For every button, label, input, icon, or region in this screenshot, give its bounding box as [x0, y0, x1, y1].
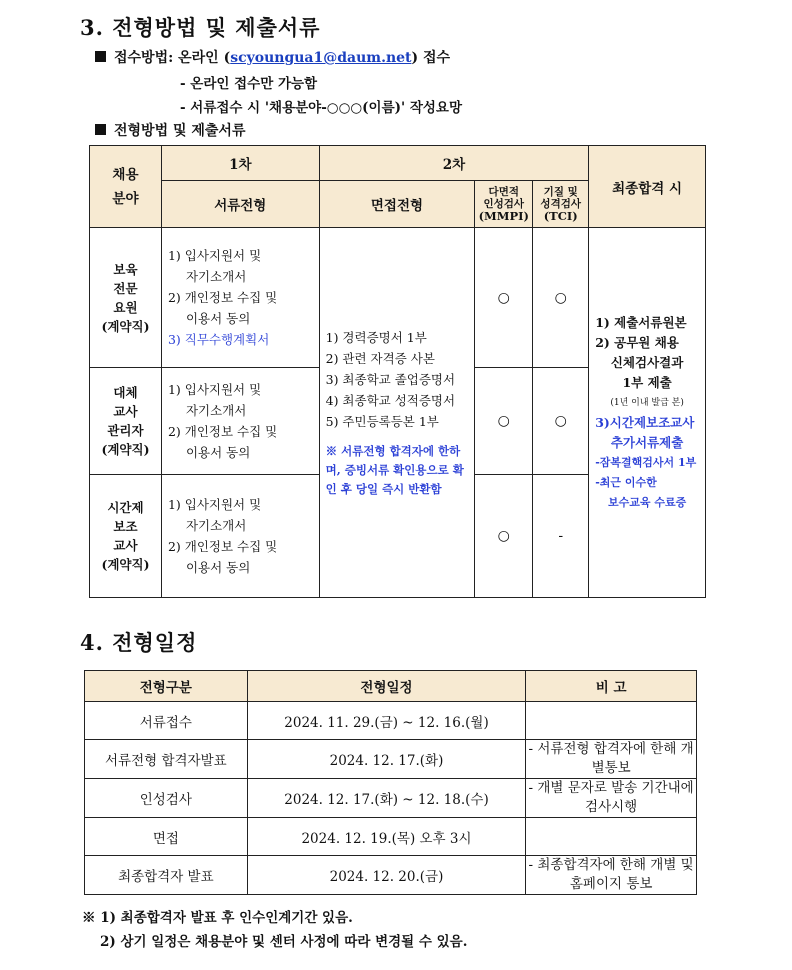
header-tci-line1: 기질 및: [543, 185, 578, 198]
doc-item: 이용서 동의: [185, 445, 251, 460]
doc-item: 2) 개인정보 수집 및: [167, 290, 278, 305]
final-item: 1) 제출서류원본: [595, 314, 687, 330]
doc-item: 자기소개서: [185, 403, 247, 418]
doc-item: 이용서 동의: [185, 560, 251, 575]
tci-mark: ○: [533, 228, 589, 368]
section3-title: 3. 전형방법 및 제출서류: [80, 15, 321, 40]
header-round2: 2차: [319, 146, 589, 181]
method-line: [95, 47, 450, 67]
square-bullet-icon: [95, 124, 106, 135]
schedule-header-stage: 전형구분: [85, 671, 248, 702]
header-mmpi-line3: (MMPI): [478, 208, 529, 223]
header-docs: 서류전형: [161, 181, 319, 228]
field-line: 전문: [113, 280, 138, 296]
doc-item: 자기소개서: [185, 518, 247, 533]
schedule-date: 2024. 11. 29.(금) ~ 12. 16.(월): [247, 702, 526, 740]
field-substitute-manager: [90, 368, 162, 475]
schedule-header-remark: 비 고: [526, 671, 697, 702]
doc-item: 자기소개서: [185, 269, 247, 284]
header-interview: 면접전형: [319, 181, 475, 228]
field-line: 대체: [113, 385, 138, 400]
header-tci-line2: 성격검사: [540, 197, 581, 210]
field-line: 요원: [113, 299, 138, 315]
doc-item: 1) 입사지원서 및: [167, 248, 262, 263]
method-note-1: - 온라인 접수만 가능함: [180, 76, 318, 92]
field-nursery-expert: [90, 228, 162, 368]
header-round1: 1차: [161, 146, 319, 181]
selection-method-table: [89, 145, 706, 598]
method-suffix: ) 접수: [411, 50, 451, 66]
doc-item: 1) 입사지원서 및: [167, 382, 262, 397]
doc-item: 2) 개인정보 수집 및: [167, 539, 278, 554]
schedule-stage: 최종합격자 발표: [85, 856, 248, 895]
final-item: 3)시간제보조교사: [595, 414, 695, 430]
interview-item: 1) 경력증명서 1부: [325, 329, 427, 345]
schedule-stage: 면접: [85, 818, 248, 856]
footnote-1: ※ 1) 최종합격자 발표 후 인수인계기간 있음.: [82, 910, 353, 926]
doc-item: 1) 입사지원서 및: [167, 497, 262, 512]
interview-item: 3) 최종학교 졸업증명서: [325, 371, 456, 387]
field-line: 관리자: [107, 423, 144, 438]
final-item: 1부 제출: [622, 374, 672, 390]
header-mmpi-line1: 다면적: [488, 185, 519, 198]
schedule-date: 2024. 12. 17.(화) ~ 12. 18.(수): [247, 779, 526, 818]
final-item: 보수교육 수료증: [607, 495, 687, 509]
schedule-date: 2024. 12. 17.(화): [247, 740, 526, 779]
schedule-remark: [526, 702, 697, 740]
interview-item: 2) 관련 자격증 사본: [325, 350, 435, 366]
doc-item-plan: 3) 직무수행계획서: [167, 332, 270, 347]
docs-cell-3: [161, 475, 319, 598]
field-line: (계약직): [101, 442, 150, 457]
square-bullet-icon: [95, 51, 106, 62]
field-line: 보육: [113, 261, 138, 277]
final-docs-cell: [589, 228, 706, 598]
field-line: 교사: [113, 404, 138, 419]
interview-cell: [319, 228, 475, 598]
schedule-stage: 서류전형 합격자발표: [85, 740, 248, 779]
schedule-remark: - 개별 문자로 발송 기간내에 검사시행: [526, 779, 697, 818]
interview-item: 4) 최종학교 성적증명서: [325, 392, 456, 408]
header-tci-line3: (TCI): [543, 208, 578, 223]
method-subhead: [95, 120, 245, 140]
section4-title: 4. 전형일정: [80, 630, 198, 655]
final-item: 2) 공무원 채용: [595, 334, 679, 350]
schedule-remark: [526, 818, 697, 856]
tci-mark: -: [533, 475, 589, 598]
mmpi-mark: ○: [475, 475, 533, 598]
schedule-date: 2024. 12. 19.(목) 오후 3시: [247, 818, 526, 856]
header-tci: [533, 181, 589, 228]
final-item: 신체검사결과: [610, 354, 684, 370]
method-note-2: - 서류접수 시 '채용분야-○○○(이름)' 작성요망: [180, 100, 463, 116]
field-line: 교사: [113, 538, 138, 553]
header-mmpi-line2: 인성검사: [483, 197, 525, 210]
schedule-date: 2024. 12. 20.(금): [247, 856, 526, 895]
docs-cell-1: [161, 228, 319, 368]
email-link[interactable]: scyoungua1@daum.net: [230, 50, 412, 66]
field-line: 보조: [113, 519, 138, 534]
interview-item: 5) 주민등록등본 1부: [325, 413, 439, 429]
mmpi-mark: ○: [475, 368, 533, 475]
method-label: 접수방법: 온라인 (: [114, 50, 231, 66]
final-item: -최근 이수한: [595, 475, 657, 489]
doc-item: 2) 개인정보 수집 및: [167, 424, 278, 439]
final-item: 추가서류제출: [610, 434, 684, 450]
docs-cell-2: [161, 368, 319, 475]
schedule-table: [84, 670, 697, 895]
field-line: (계약직): [101, 318, 150, 334]
tci-mark: ○: [533, 368, 589, 475]
schedule-remark: - 최종합격자에 한해 개별 및 홈페이지 통보: [526, 856, 697, 895]
interview-note: ※ 서류전형 합격자에 한하며, 증빙서류 확인용으로 확인 후 당일 즉시 반환함: [325, 443, 464, 496]
field-line: 시간제: [107, 500, 144, 515]
header-mmpi: [475, 181, 533, 228]
header-final: 최종합격 시: [589, 146, 706, 228]
field-parttime-assistant: [90, 475, 162, 598]
mmpi-mark: ○: [475, 228, 533, 368]
final-item-note: (1년 이내 발급 본): [610, 397, 684, 408]
schedule-stage: 서류접수: [85, 702, 248, 740]
schedule-stage: 인성검사: [85, 779, 248, 818]
final-item: -잠복결핵검사서 1부: [595, 455, 697, 469]
schedule-header-date: 전형일정: [247, 671, 526, 702]
schedule-remark: - 서류전형 합격자에 한해 개별통보: [526, 740, 697, 779]
footnote-2: 2) 상기 일정은 채용분야 및 센터 사정에 따라 변경될 수 있음.: [100, 934, 468, 950]
doc-item: 이용서 동의: [185, 311, 251, 326]
header-field: 채용 분야: [90, 146, 162, 228]
field-line: (계약직): [101, 557, 150, 572]
subhead-text: 전형방법 및 제출서류: [114, 123, 246, 139]
